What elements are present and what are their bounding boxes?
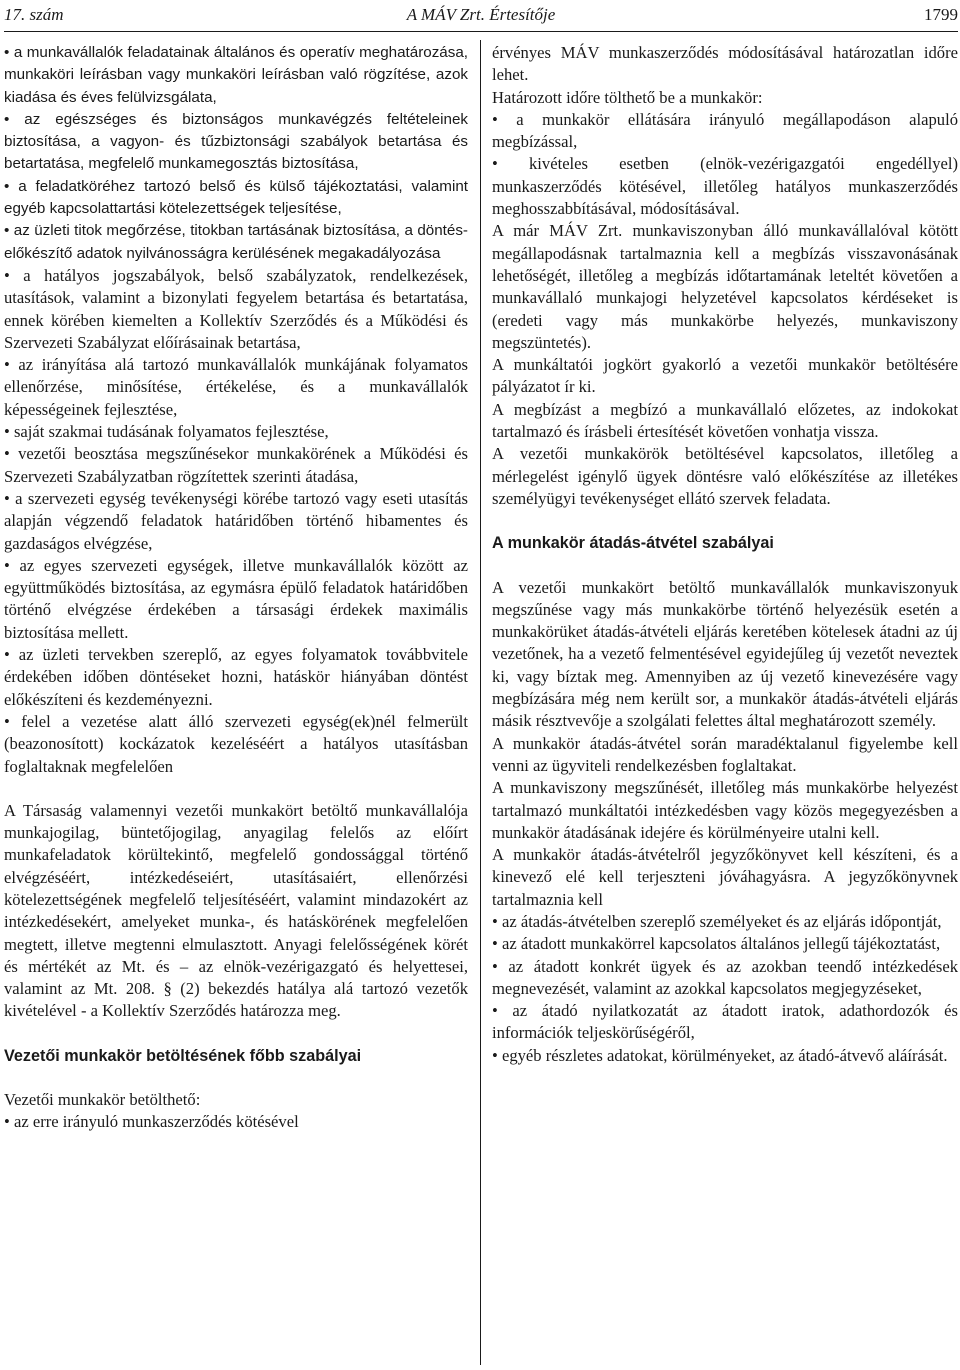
list-item: • az átadó nyilatkozatát az átadott iratok, adathordozók és információk teljeskörűségéről,: [492, 1001, 958, 1043]
section-heading-handover: A munkakör átadás-átvétel szabályai: [492, 534, 774, 553]
page-header: [4, 2, 958, 28]
paragraph: A munkáltatói jogkört gyakorló a vezetői munkakör betöltésére pályázatot ír ki.: [492, 355, 958, 397]
fixed-term-intro: Határozott időre tölthető be a munkakör:: [492, 87, 763, 107]
paragraph: A munkaviszony megszűnését, illetőleg más munkakörbe helyezést tartalmazó munkáltatói intézkedésben vagy közös megegyezésben a munkakör átadásának idejére és körülményeire utalni kell.: [492, 778, 958, 842]
publication-title: A MÁV Zrt. Értesítője: [406, 5, 556, 24]
paragraph: A munkakör átadás-átvételről jegyzőkönyvet kell készíteni, és a kinevező elé kell terjeszteni jóváhagyásra. A jegyzőkönyvnek tartalmaznia kell: [492, 845, 958, 909]
liability-paragraph: A Társaság valamennyi vezetői munkakört betöltő munkavállalója munkajogilag, büntetőjogilag, anyagilag felelős az előírt munkafeladatok körültekintő, megfelelő gondossággal történő elvégzéséért, intézkedéseiért, utasításaiért, ellenőrzési kötelezettségének megfelelő teljesítéséért, valamint mindazokért az intézkedésekért, amelyeket munka-, és hatáskörének megfelelően megtett, illetve megtenni elmulasztott. Anyagi felelősségének körét és mértékét az Mt. és – az elnök-vezérigazgató és helyettesei, valamint az Mt. 208. § (2) bekezdés hatálya alá tartozó vezetők kivételével - a Kollektív Szerződés határozza meg.: [4, 800, 468, 1021]
section-heading-leadership-roles: Vezetői munkakör betöltésének főbb szabályai: [4, 1046, 362, 1065]
list-item: • az erre irányuló munkaszerződés kötésével: [4, 1112, 299, 1132]
paragraph: A munkakör átadás-átvétel során maradéktalanul figyelembe kell venni az ügyviteli rendelkezésben foglaltakat.: [492, 733, 958, 775]
right-column: [492, 42, 958, 1067]
list-item: • az átadás-átvételben szereplő személyeket és az eljárás időpontját,: [492, 911, 942, 931]
list-item: • felel a vezetése alatt álló szervezeti egység(ek)nél felmerült (beazonosított) kockázatok kezeléséért a hatályos utasításban foglaltaknak megfelelően: [4, 711, 468, 776]
fill-intro: Vezetői munkakör betölthető:: [4, 1090, 201, 1110]
list-item: • a munkakör ellátására irányuló megállapodáson alapuló megbízással,: [492, 109, 958, 152]
list-item: • vezetői beosztása megszűnésekor munkakörének a Működési és Szervezeti Szabályzatban rögzítettek szerinti átadása,: [4, 444, 468, 486]
list-item: • a feladatköréhez tartozó belső és külső tájékoztatási, valamint egyéb kapcsolattartási kötelezettségek teljesítése,: [4, 177, 468, 218]
paragraph: A már MÁV Zrt. munkaviszonyban álló munkavállalóval kötött megállapodásnak tartalmaznia kell a megbízás visszavonásának lehetőségét, illetőleg a megbízás időtartamának leteltét követően a munkavállaló munkajogi helyzetével kapcsolatos kérdéseket is (eredeti vagy más munkakörbe helyezés, munkaviszony megszüntetés).: [492, 221, 958, 352]
list-item: • az átadott munkakörrel kapcsolatos általános jellegű tájékoztatást,: [492, 934, 941, 954]
list-item: • az átadott konkrét ügyek és az azokban teendő intézkedések megnevezését, valamint az azokkal kapcsolatos megjegyzéseket,: [492, 956, 958, 998]
list-item: • az üzleti tervekben szereplő, az egyes folyamatok továbbvitele érdekében időben döntéseket hozni, hatáskör hiányában döntést előkészíteni és kezdeményezni.: [4, 645, 468, 709]
list-item: • saját szakmai tudásának folyamatos fejlesztése,: [4, 422, 329, 442]
left-column: [4, 42, 468, 1134]
paragraph: A vezetői munkakört betöltő munkavállalók munkaviszonyuk megszűnése vagy más munkakörbe történő helyezésük esetén a munkakörüket átadás-átvételi eljárás keretében kötelesek átadni az új vezetőnek, ha a vezető felmentésével egyidejűleg új vezetőt neveztek ki, vagy bíztak meg. Amennyiben az új vezető kinevezésére vagy megbízására még nem került sor, a munkakör átadás-átvételi eljárás másik résztvevője a szolgálati felettes által meghatározott személy.: [492, 577, 958, 731]
list-item: • a szervezeti egység tevékenységi körébe tartozó vagy eseti utasítás alapján végzendő feladatok határidőben történő hibamentes és gazdaságos elvégzése,: [4, 488, 468, 553]
paragraph: A megbízást a megbízó a munkavállaló előzetes, az indokokat tartalmazó és írásbeli értesítését követően vonhatja vissza.: [492, 399, 958, 442]
list-item: • az üzleti titok megőrzése, titokban tartásának biztosítása, a döntés-előkészítő adatok nyilvánosságra kerülésének megakadályozása: [4, 222, 468, 262]
header-rule: [4, 31, 958, 32]
list-item: • a munkavállalók feladatainak általános és operatív meghatározása, munkaköri leírásban vagy munkaköri leírásban való rögzítése, azok kiadása és éves felülvizsgálata,: [4, 44, 468, 106]
list-item: • az irányítása alá tartozó munkavállalók munkájának folyamatos ellenőrzése, minősítése, értékelése, és a munkavállalók képességeinek fejlesztése,: [4, 355, 468, 419]
list-item: • az egészséges és biztonságos munkavégzés feltételeinek biztosítása, a vagyon- és tűzbiztonsági szabályok betartása és betartatása, megfelelő munkamegosztás biztosítása,: [4, 110, 468, 173]
list-item: • a hatályos jogszabályok, belső szabályzatok, rendelkezések, utasítások, valamint a bizonylati fegyelem betartása és betartatása, ennek körében kiemelten a Kollektív Szerződés és a Működési és Szervezeti Szabályzat előírásainak betartása,: [4, 265, 468, 352]
page-number: 1799: [924, 5, 958, 24]
issue-number: 17. szám: [4, 5, 64, 24]
list-item: • az egyes szervezeti egységek, illetve munkavállalók között az együttműködés biztosítása, az egymásra épülő feladatok határidőben történő elvégzése érdekében a társasági érdekek maximális biztosítása mellett.: [4, 555, 468, 642]
list-item: • kivételes esetben (elnök-vezérigazgatói engedéllyel) munkaszerződés kötésével, illetőleg hatályos munkaszerződés meghosszabbításával, módosításával.: [492, 154, 958, 219]
paragraph: A vezetői munkakörök betöltésével kapcsolatos, illetőleg a mérlegelést igénylő ügyek döntésre való előkészítése az illetékes személyügyi tevékenységet ellátó szervek feladata.: [492, 444, 958, 508]
column-divider: [480, 40, 481, 1365]
list-item: • egyéb részletes adatokat, körülményeket, az átadó-átvevő aláírását.: [492, 1045, 948, 1065]
continued-text: érvényes MÁV munkaszerződés módosításával határozatlan időre lehet.: [492, 43, 958, 85]
